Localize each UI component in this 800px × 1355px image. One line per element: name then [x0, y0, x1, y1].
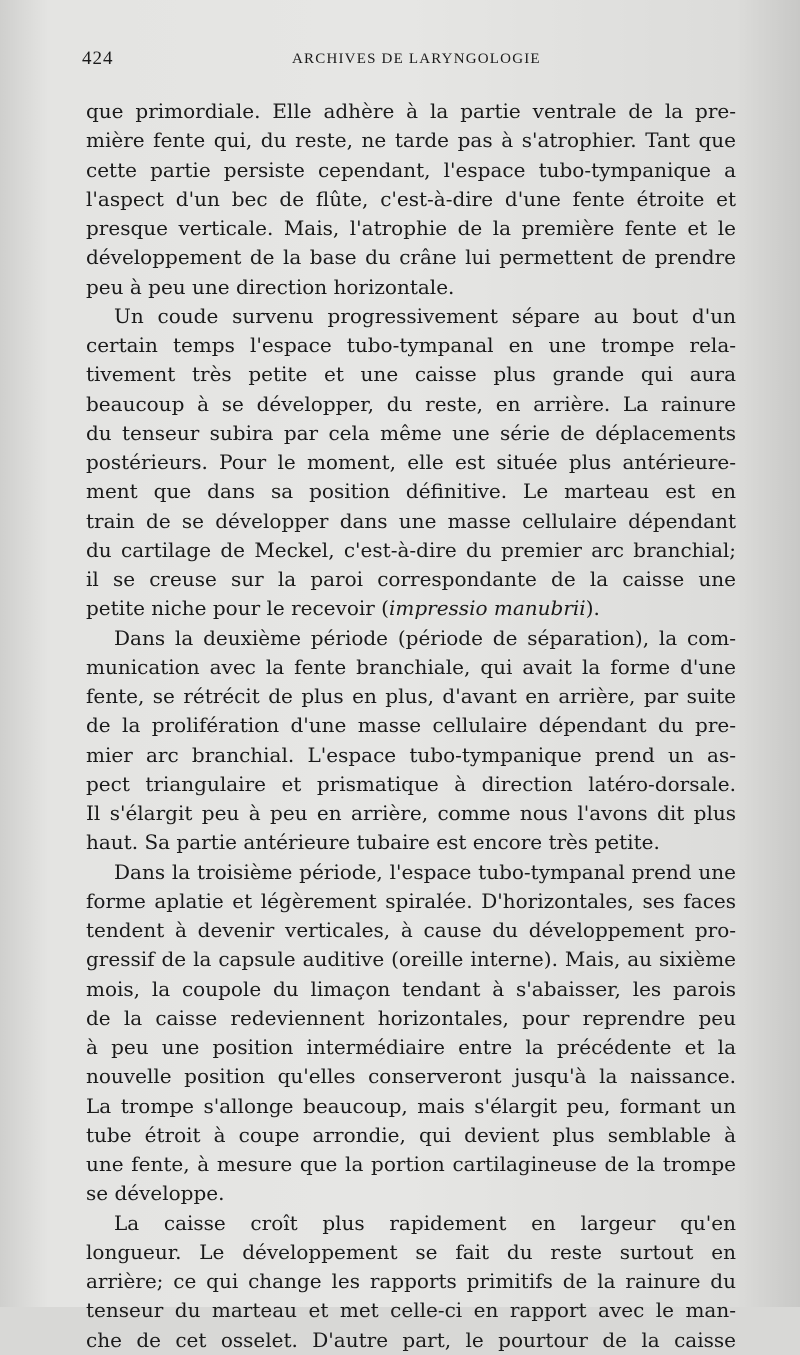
text-line: du cartilage de Meckel, c'est-à-dire du premier arc branchial; — [86, 537, 736, 562]
line-text: petite niche pour le recevoir ( — [86, 596, 389, 621]
line-text-end: ). — [585, 596, 600, 621]
paragraph-start-line: La caisse croît plus rapidement en largeur qu'en — [114, 1210, 736, 1235]
text-line: tube étroit à coupe arrondie, qui devient plus semblable à — [86, 1122, 736, 1147]
text-line: mier arc branchial. L'espace tubo-tympanique prend un as- — [86, 742, 736, 767]
text-line: fente, se rétrécit de plus en plus, d'avant en arrière, par suite — [86, 684, 736, 708]
text-line: de la caisse redeviennent horizontales, pour reprendre peu — [86, 1005, 736, 1030]
text-line: longueur. Le développement se fait du reste surtout en — [86, 1239, 736, 1264]
text-line: arrière; ce qui change les rapports primitifs de la rainure du — [86, 1269, 736, 1293]
text-line: tenseur du marteau et met celle-ci en rapport avec le man- — [86, 1298, 736, 1323]
text-line: une fente, à mesure que la portion cartilagineuse de la trompe — [86, 1152, 736, 1176]
text-line: presque verticale. Mais, l'atrophie de la première fente et le — [86, 216, 736, 240]
text-line: certain temps l'espace tubo-tympanal en une trompe rela- — [86, 333, 736, 357]
journal-title: ARCHIVES DE LARYNGOLOGIE — [292, 51, 541, 67]
text-line: que primordiale. Elle adhère à la partie ventrale de la pre- — [86, 99, 736, 123]
text-line: il se creuse sur la paroi correspondante de la caisse une — [86, 567, 736, 591]
text-line: train de se développer dans une masse cellulaire dépendant — [86, 508, 736, 533]
italic-term: impressio manubrii — [388, 596, 586, 621]
text-line: cette partie persiste cependant, l'espace tubo-tympanique a — [86, 157, 736, 182]
text-line: à peu une position intermédiaire entre la précédente et la — [86, 1035, 736, 1059]
page-number: 424 — [82, 48, 114, 69]
text-line: gressif de la capsule auditive (oreille interne). Mais, au sixième — [86, 947, 736, 972]
text-line: munication avec la fente branchiale, qui avait la forme d'une — [86, 654, 736, 679]
body-text — [86, 97, 736, 1355]
paragraph-start-line: Dans la troisième période, l'espace tubo-tympanal prend une — [114, 859, 736, 884]
text-line: développement de la base du crâne lui permettent de prendre — [86, 245, 736, 270]
paragraph-end-line: peu à peu une direction horizontale. — [86, 274, 455, 299]
text-line: de la prolifération d'une masse cellulaire dépendant du pre- — [86, 713, 736, 738]
text-line: Il s'élargit peu à peu en arrière, comme nous l'avons dit plus — [86, 801, 736, 825]
text-line: forme aplatie et légèrement spiralée. D'horizontales, ses faces — [86, 888, 736, 913]
text-line: mois, la coupole du limaçon tendant à s'abaisser, les parois — [86, 976, 736, 1001]
running-head — [82, 48, 760, 72]
paragraph-start-line: Un coude survenu progressivement sépare au bout d'un — [114, 303, 736, 328]
text-line: l'aspect d'un bec de flûte, c'est-à-dire d'une fente étroite et — [86, 186, 736, 211]
paragraph-end-line: haut. Sa partie antérieure tubaire est encore très petite. — [86, 830, 660, 855]
paragraph-end-line: se développe. — [86, 1181, 225, 1206]
text-line: La trompe s'allonge beaucoup, mais s'élargit peu, formant un — [86, 1093, 736, 1118]
paragraph-start-line: Dans la deuxième période (période de séparation), la com- — [114, 625, 736, 650]
text-line: mière fente qui, du reste, ne tarde pas à s'atrophier. Tant que — [86, 128, 736, 153]
paragraph-end-line — [86, 594, 736, 623]
text-line: tendent à devenir verticales, à cause du développement pro- — [86, 918, 736, 942]
text-line: beaucoup à se développer, du reste, en arrière. La rainure — [86, 391, 736, 416]
text-line: ment que dans sa position définitive. Le marteau est en — [86, 479, 736, 504]
text-line: che de cet osselet. D'autre part, le pourtour de la caisse — [86, 1327, 736, 1352]
text-line: du tenseur subira par cela même une série de déplacements — [86, 420, 736, 445]
text-line: tivement très petite et une caisse plus grande qui aura — [86, 362, 736, 387]
text-line: postérieurs. Pour le moment, elle est située plus antérieure- — [86, 450, 736, 474]
text-line: pect triangulaire et prismatique à direction latéro-dorsale. — [86, 771, 736, 796]
text-line: nouvelle position qu'elles conserveront jusqu'à la naissance. — [86, 1064, 736, 1089]
